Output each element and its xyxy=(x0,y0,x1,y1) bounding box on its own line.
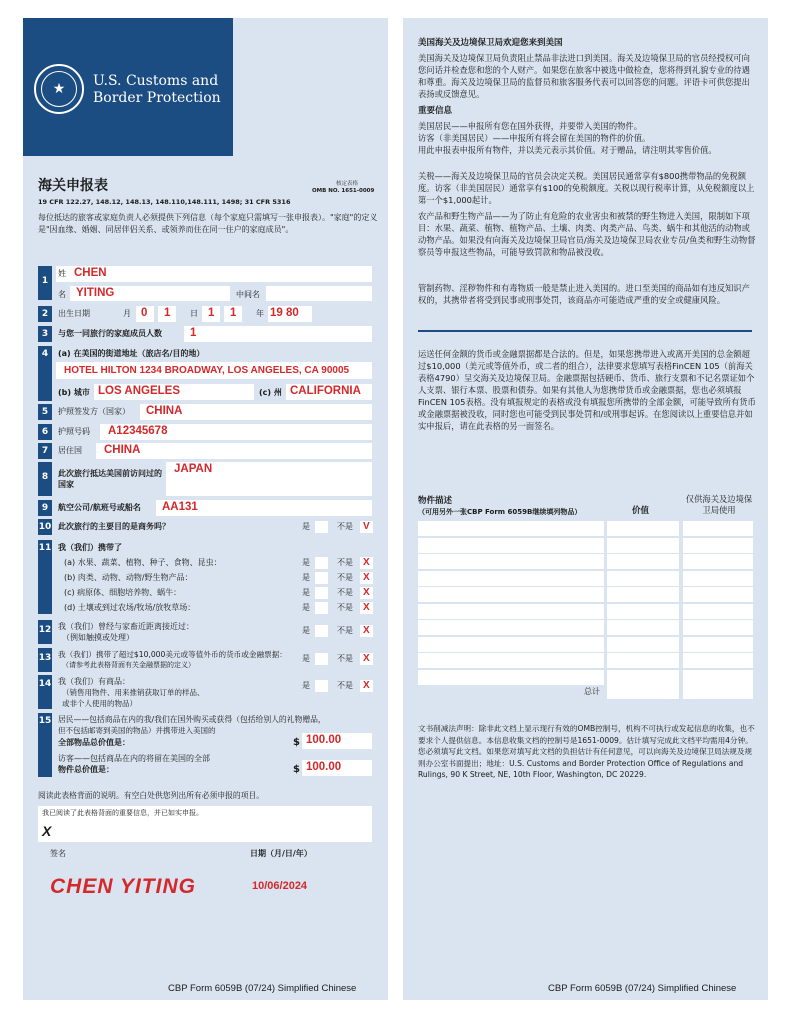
surname-value: CHEN xyxy=(74,267,107,279)
item-value-cell[interactable] xyxy=(607,604,679,619)
field-number-7: 7 xyxy=(38,443,52,459)
form-title: 海关申报表 xyxy=(38,178,108,194)
field-number-5: 5 xyxy=(38,404,52,420)
item-value-cell[interactable] xyxy=(607,653,679,668)
logo-line-2: Border Protection xyxy=(93,90,221,106)
livestock-no-label: 不是 xyxy=(337,626,353,635)
currency-no-mark: X xyxy=(363,653,370,664)
item-value-cell[interactable] xyxy=(607,521,679,536)
item-description-cell[interactable] xyxy=(418,637,604,652)
cbp-logo xyxy=(23,18,233,156)
declare-info: 用此申报表申报所有物件，并以美元表示其价值。对于赠品，请注明其零售价值。 xyxy=(418,145,717,155)
item-value-cell[interactable] xyxy=(607,538,679,553)
currency-info: 运送任何金额的货币或金融票据都是合法的。但是，如果您携带进入或离开美国的总金额超过$10,000（美元或等值外币，或二者的组合），法律要求您填写表格FinCEN 105（前海关表格4790）呈交海关及边境保卫局。金融票据包括硬币、货币、旅行支票和不记名票证如个人支票、银行本票、股票和债券。如果有其他人为您携带货币或金融票据，您也必须填报FinCEN 105表格。没有填报规定的表格或没有填报您所携带的全部金额，可能导致所有货币或金融票据被没收，同时您也可能受到民事处罚和/或刑事起诉。在您阅读以上重要信息并如实申报后，请在此表格的另一面签名。 xyxy=(418,349,756,431)
dob-label: 出生日期 xyxy=(58,309,90,318)
business-trip-label: 此次旅行的主要目的是商务吗？ xyxy=(58,522,170,531)
date-value: 10/06/2024 xyxy=(252,880,308,892)
countries-visited-label: 此次旅行抵达美国前访问过的国家 xyxy=(58,469,162,489)
us-address-label: (a) 在美国的街道地址（旅店名/目的地） xyxy=(58,349,205,358)
item-description-cell[interactable] xyxy=(418,620,604,635)
official-use-cell xyxy=(683,653,753,668)
item-a-no-mark: X xyxy=(363,557,370,568)
form-id-right: CBP Form 6059B (07/24) Simplified Chinese xyxy=(548,983,737,994)
official-use-cell xyxy=(683,620,753,635)
livestock-label-2: （例如触摸或处理） xyxy=(62,633,134,642)
currency-yes-checkbox[interactable] xyxy=(315,653,328,665)
family-members-value: 1 xyxy=(190,327,197,339)
important-heading: 重要信息 xyxy=(418,106,453,116)
resident-value-text-2: 但不包括邮寄到美国的物品）并携带进入美国的 xyxy=(58,726,216,735)
field-number-11: 11 xyxy=(38,540,52,614)
currency-label-2: （请参考此表格背面有关金融票据的定义） xyxy=(62,661,195,669)
residence-value: CHINA xyxy=(104,444,141,456)
signature-x-mark: X xyxy=(42,823,52,839)
passport-country-value: CHINA xyxy=(146,405,183,417)
bringing-item-a-label: (a) 水果、蔬菜、植物、种子、食物、昆虫： xyxy=(64,558,222,567)
duty-info: 关税——海关及边境保卫局的官员会决定关税。美国居民通常享有$800携带物品的免税额度。访客（非美国居民）通常享有$100的免税额度。关税以现行税率计算，从免税额度以上第一个$1,000起计。 xyxy=(418,171,755,205)
field-number-14: 14 xyxy=(38,675,52,709)
dob-day-2-value: 1 xyxy=(230,307,237,319)
field-number-15: 15 xyxy=(38,713,52,777)
field-number-4: 4 xyxy=(38,346,52,401)
read-back-note: 阅读此表格背面的说明。有空白处供您列出所有必须申报的项目。 xyxy=(38,791,265,800)
business-yes-checkbox[interactable] xyxy=(315,521,328,533)
item-value-cell[interactable] xyxy=(607,637,679,652)
form-id-left: CBP Form 6059B (07/24) Simplified Chinese xyxy=(168,983,357,994)
resident-value: 100.00 xyxy=(306,734,342,746)
bringing-item-c-label: (c) 病原体、细胞培养物、蜗牛： xyxy=(64,588,182,597)
resident-value-text-1: 居民——包括商品在内的我/我们在国外购买或获得（包括给别人的礼物赠品， xyxy=(58,715,326,724)
visitor-currency: $ xyxy=(293,764,300,775)
paperwork-notice: 文书削减法声明：除非此文档上显示现行有效的OMB控制号，机构不可执行或发起信息的收集，也不要求个人提供信息。本信息收集文档的控制号是1651-0009。估计填写完成此文档平均需用4分钟。您必须填写此文档。如果您对填写此文档的负担估计有任何意见，可以向海关及边境保卫局法规及规则办公室书面提出；地址：U.S. Customs and Border Protection Office of Regulations and Rulings, 90 K Street, NE, 10th Floor, Washington, DC 20229. xyxy=(418,724,755,779)
item-value-cell[interactable] xyxy=(607,587,679,602)
drugs-info: 管制药物、淫秽物件和有毒物质一般是禁止进入美国的。进口至美国的商品如有违反知识产权的，其携带者将受到民事或刑事处罚，该商品亦可能造成严重的安全或健康风险。 xyxy=(418,283,750,305)
omb-number: OMB NO. 1651-0009 xyxy=(312,188,375,194)
livestock-label: 我（我们）曾经与家畜近距离接近过： xyxy=(58,622,194,631)
official-use-cell xyxy=(683,587,753,602)
item-description-cell[interactable] xyxy=(418,571,604,586)
us-address-value: HOTEL HILTON 1234 BROADWAY, LOS ANGELES, CA 90005 xyxy=(64,365,350,376)
item-description-cell[interactable] xyxy=(418,670,604,685)
field-number-8: 8 xyxy=(38,462,52,496)
bringing-item-b-label: (b) 肉类、动物、动物/野生物产品： xyxy=(64,573,193,582)
dob-year-value: 19 80 xyxy=(270,307,299,319)
item-value-cell[interactable] xyxy=(607,554,679,569)
dob-day-1-value: 1 xyxy=(208,307,215,319)
family-members-field[interactable] xyxy=(184,326,372,342)
item-description-cell[interactable] xyxy=(418,604,604,619)
field-number-13: 13 xyxy=(38,648,52,672)
date-label: 日期（月/日/年） xyxy=(250,849,312,858)
total-label: 总计 xyxy=(584,687,600,696)
visitor-value-text-1: 访客——包括商品在内的将留在美国的全部 xyxy=(58,754,210,763)
city-value: LOS ANGELES xyxy=(98,385,180,397)
item-description-cell[interactable] xyxy=(418,587,604,602)
items-description-subheader: （可用另外一张CBP Form 6059B继续填列物品） xyxy=(418,508,582,516)
items-value-header: 价值 xyxy=(632,506,650,516)
state-value: CALIFORNIA xyxy=(290,385,361,397)
field-number-6: 6 xyxy=(38,424,52,440)
business-no-mark: V xyxy=(363,521,370,532)
item-a-yes-label: 是 xyxy=(302,558,310,567)
item-b-yes-checkbox[interactable] xyxy=(315,572,328,584)
agriculture-info: 农产品和野生物产品——为了防止有危险的农业害虫和被禁的野生物进入美国，限制如下项目：水果、蔬菜、植物、植物产品、土壤、肉类、肉类产品、鸟类、蜗牛和其他活的动物或动物产品。如果没有向海关及边境保卫局官员/海关及边境保卫局农业专员/鱼类和野生动物督察员等申报这些物品，可能导致罚款和物品被没收。 xyxy=(418,211,756,257)
bringing-label: 我（我们）携带了 xyxy=(58,543,122,552)
dob-month-2-value: 1 xyxy=(164,307,171,319)
approved-label: 核定表格 xyxy=(336,181,359,187)
resident-info: 美国居民——申报所有您在国外获得，并要带入美国的物件。 xyxy=(418,121,643,131)
passport-number-value: A12345678 xyxy=(108,425,168,437)
dob-month-1-value: 0 xyxy=(141,307,148,319)
resident-value-text-3: 全部物品总价值是： xyxy=(58,738,130,747)
acknowledgement: 我已阅读了此表格背面的重要信息，并已如实申报。 xyxy=(42,809,203,817)
official-use-cell xyxy=(683,670,753,685)
item-d-yes-checkbox[interactable] xyxy=(315,602,328,614)
item-description-cell[interactable] xyxy=(418,538,604,553)
flight-value: AA131 xyxy=(162,501,198,513)
section-divider xyxy=(418,330,752,332)
field-number-9: 9 xyxy=(38,500,52,516)
item-d-no-mark: X xyxy=(363,602,370,613)
passport-number-label: 护照号码 xyxy=(58,427,90,436)
currency-yes-label: 是 xyxy=(302,654,310,663)
official-use-cell xyxy=(683,637,753,652)
state-label: (c) 州 xyxy=(259,388,282,397)
item-value-cell[interactable] xyxy=(607,620,679,635)
passport-country-label: 护照签发方（国家） xyxy=(58,407,130,416)
visitor-value: 100.00 xyxy=(306,761,342,773)
merchandise-yes-label: 是 xyxy=(302,681,310,690)
welcome-heading: 美国海关及边境保卫局欢迎您来到美国 xyxy=(418,38,563,48)
merchandise-label-3: 或非个人使用的物品） xyxy=(62,699,137,708)
residence-label: 居住国 xyxy=(58,446,82,455)
intro-paragraph: 美国海关及边境保卫局负责阻止禁品非法进口到美国。海关及边境保卫局的官员经授权可向您问话并检查您和您的个人财产。如果您在旅客中被选中做检查，您将得到礼貌专业的待遇和尊重。海关及边境保卫局的监督员和旅客服务代表可以回答您的问题。评语卡可供您提出表扬或反馈意见。 xyxy=(418,53,750,99)
middle-name-label: 中间名 xyxy=(236,290,260,299)
item-b-no-mark: X xyxy=(363,572,370,583)
official-use-cell xyxy=(683,521,753,536)
field-number-3: 3 xyxy=(38,326,52,342)
item-value-cell[interactable] xyxy=(607,571,679,586)
official-use-cell xyxy=(683,604,753,619)
official-use-cell xyxy=(683,554,753,569)
item-d-no-label: 不是 xyxy=(337,603,353,612)
currency-no-label: 不是 xyxy=(337,654,353,663)
business-no-label: 不是 xyxy=(337,522,353,531)
livestock-no-mark: X xyxy=(363,625,370,636)
official-use-cell xyxy=(683,571,753,586)
dob-day-label: 日 xyxy=(190,309,198,318)
merchandise-label-2: （销售用物件、用来推销获取订单的样品、 xyxy=(62,688,205,697)
item-c-yes-label: 是 xyxy=(302,588,310,597)
total-value-cell[interactable] xyxy=(607,685,679,699)
item-description-cell[interactable] xyxy=(418,521,604,536)
signature-label: 签名 xyxy=(50,849,66,858)
signature-value: CHEN YITING xyxy=(50,875,196,898)
total-official-cell xyxy=(683,685,753,699)
item-description-cell[interactable] xyxy=(418,554,604,569)
livestock-yes-label: 是 xyxy=(302,626,310,635)
item-c-no-mark: X xyxy=(363,587,370,598)
given-name-value: YITING xyxy=(76,287,115,299)
visitor-value-text-2: 物件总价值是： xyxy=(58,765,114,774)
item-value-cell[interactable] xyxy=(607,670,679,685)
official-use-header: 仅供海关及边境保卫局使用 xyxy=(685,494,753,515)
visitor-info: 访客（非美国居民）——申报所有将会留在美国的物件的价值。 xyxy=(418,133,651,143)
merchandise-yes-checkbox[interactable] xyxy=(315,680,328,692)
middle-name-field[interactable] xyxy=(266,286,372,301)
seal-icon: ★ xyxy=(34,64,84,114)
dob-month-label: 月 xyxy=(123,309,131,318)
livestock-yes-checkbox[interactable] xyxy=(315,625,328,637)
item-c-yes-checkbox[interactable] xyxy=(315,587,328,599)
surname-label: 姓 xyxy=(58,269,66,278)
form-intro: 每位抵达的旅客或家庭负责人必须提供下列信息（每个家庭只需填写一张申报表）。"家庭"的定义是"因血缘、婚姻、同居伴侣关系、或领养而住在同一住户的家庭成员"。 xyxy=(38,213,378,234)
item-description-cell[interactable] xyxy=(418,653,604,668)
items-description-header: 物件描述 xyxy=(418,496,453,506)
family-members-label: 与您一同旅行的家庭成员人数 xyxy=(58,329,162,338)
item-c-no-label: 不是 xyxy=(337,588,353,597)
merchandise-no-label: 不是 xyxy=(337,681,353,690)
currency-label: 我（我们）携带了超过$10,000美元或等值外币的货币或金融票据： xyxy=(58,650,287,659)
cfr-reference: 19 CFR 122.27, 148.12, 148.13, 148.110,148.111, 1498; 31 CFR 5316 xyxy=(38,198,291,206)
merchandise-label: 我（我们）有商品： xyxy=(58,677,130,686)
item-a-yes-checkbox[interactable] xyxy=(315,557,328,569)
bringing-item-d-label: (d) 土壤或到过农场/牧场/放牧草场： xyxy=(64,603,196,612)
official-use-cell xyxy=(683,538,753,553)
city-label: (b) 城市 xyxy=(58,388,90,397)
business-yes-label: 是 xyxy=(302,522,310,531)
logo-line-1: U.S. Customs and xyxy=(93,73,219,89)
item-b-yes-label: 是 xyxy=(302,573,310,582)
item-d-yes-label: 是 xyxy=(302,603,310,612)
field-number-2: 2 xyxy=(38,306,52,322)
field-number-10: 10 xyxy=(38,519,52,535)
countries-visited-value: JAPAN xyxy=(174,463,213,475)
flight-label: 航空公司/航班号或船名 xyxy=(58,503,141,512)
dob-year-label: 年 xyxy=(256,309,264,318)
field-number-12: 12 xyxy=(38,620,52,644)
item-b-no-label: 不是 xyxy=(337,573,353,582)
item-a-no-label: 不是 xyxy=(337,558,353,567)
merchandise-no-mark: X xyxy=(363,680,370,691)
field-number-1: 1 xyxy=(38,266,52,300)
given-name-label: 名 xyxy=(58,290,66,299)
resident-currency: $ xyxy=(293,737,300,748)
